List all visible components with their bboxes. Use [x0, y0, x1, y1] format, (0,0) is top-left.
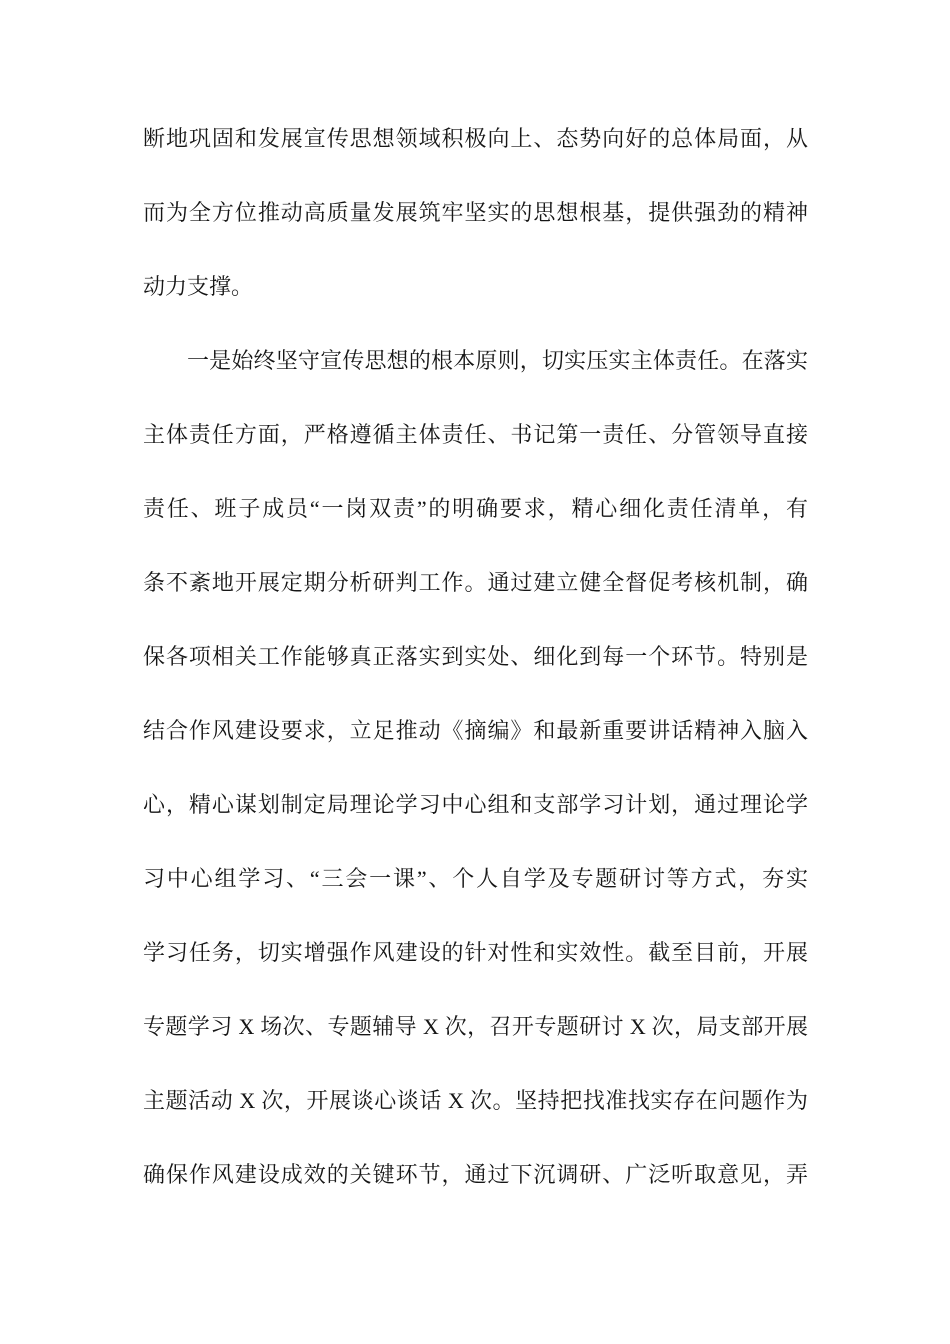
- document-text-block: [143, 102, 808, 1212]
- text-line: 而为全方位推动高质量发展筑牢坚实的思想根基，提供强劲的精神: [143, 200, 808, 225]
- text-line: 保各项相关工作能够真正落实到实处、细化到每一个环节。特别是: [143, 644, 808, 669]
- text-line: 习中心组学习、“三会一课”、个人自学及专题研讨等方式，夯实: [143, 866, 808, 891]
- text-line: 学习任务，切实增强作风建设的针对性和实效性。截至目前，开展: [143, 940, 808, 965]
- text-line: 责任、班子成员“一岗双责”的明确要求，精心细化责任清单，有: [143, 496, 808, 521]
- text-line: 动力支撑。: [143, 274, 254, 299]
- text-line: 主体责任方面，严格遵循主体责任、书记第一责任、分管领导直接: [143, 422, 808, 447]
- text-line: 结合作风建设要求，立足推动《摘编》和最新重要讲话精神入脑入: [143, 718, 808, 743]
- text-line: 确保作风建设成效的关键环节，通过下沉调研、广泛听取意见，弄: [143, 1162, 808, 1187]
- text-line: 专题学习 X 场次、专题辅导 X 次，召开专题研讨 X 次，局支部开展: [143, 1014, 808, 1039]
- text-line: 断地巩固和发展宣传思想领域积极向上、态势向好的总体局面，从: [143, 126, 808, 151]
- text-line: 条不紊地开展定期分析研判工作。通过建立健全督促考核机制，确: [143, 570, 808, 595]
- text-line: 主题活动 X 次，开展谈心谈话 X 次。坚持把找准找实存在问题作为: [143, 1088, 808, 1113]
- text-line: 一是始终坚守宣传思想的根本原则，切实压实主体责任。在落实: [187, 348, 808, 373]
- text-line: 心，精心谋划制定局理论学习中心组和支部学习计划，通过理论学: [143, 792, 808, 817]
